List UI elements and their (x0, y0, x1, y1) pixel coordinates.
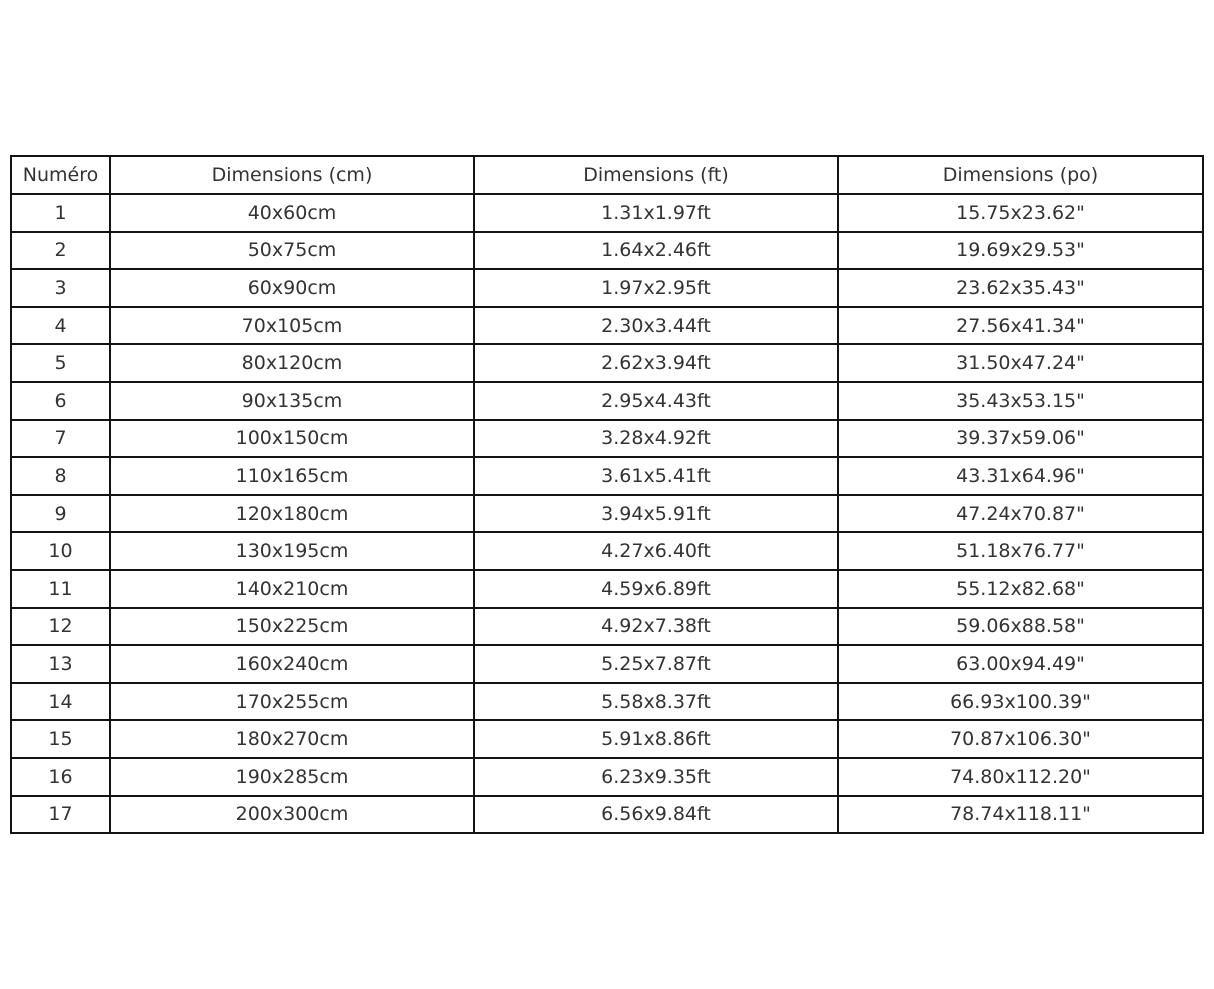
table-row (11, 307, 1203, 345)
table-cell: 11 (11, 570, 110, 608)
table-row (11, 232, 1203, 270)
table-cell: 23.62x35.43" (838, 269, 1203, 307)
table-cell: 140x210cm (110, 570, 474, 608)
table-row (11, 608, 1203, 646)
table-row (11, 457, 1203, 495)
table-cell: 17 (11, 796, 110, 834)
table-cell: 60x90cm (110, 269, 474, 307)
table-cell: 6.56x9.84ft (474, 796, 838, 834)
table-row (11, 796, 1203, 834)
table-cell: 5.91x8.86ft (474, 720, 838, 758)
table-cell: 170x255cm (110, 683, 474, 721)
table-cell: 4 (11, 307, 110, 345)
table-cell: 6 (11, 382, 110, 420)
table-cell: 90x135cm (110, 382, 474, 420)
table-cell: 78.74x118.11" (838, 796, 1203, 834)
table-cell: 4.59x6.89ft (474, 570, 838, 608)
table-row (11, 683, 1203, 721)
table-cell: 180x270cm (110, 720, 474, 758)
table-cell: 50x75cm (110, 232, 474, 270)
table-row (11, 344, 1203, 382)
table-row (11, 570, 1203, 608)
table-cell: 47.24x70.87" (838, 495, 1203, 533)
column-header-dimensions-po: Dimensions (po) (838, 156, 1203, 194)
table-cell: 12 (11, 608, 110, 646)
table-cell: 5.25x7.87ft (474, 645, 838, 683)
table-cell: 31.50x47.24" (838, 344, 1203, 382)
table-cell: 35.43x53.15" (838, 382, 1203, 420)
table-row (11, 758, 1203, 796)
table-cell: 120x180cm (110, 495, 474, 533)
table-cell: 1.97x2.95ft (474, 269, 838, 307)
table-cell: 10 (11, 532, 110, 570)
table-cell: 3 (11, 269, 110, 307)
table-row (11, 269, 1203, 307)
table-cell: 6.23x9.35ft (474, 758, 838, 796)
table-cell: 16 (11, 758, 110, 796)
table-cell: 55.12x82.68" (838, 570, 1203, 608)
table-cell: 63.00x94.49" (838, 645, 1203, 683)
table-row (11, 495, 1203, 533)
table-cell: 1.31x1.97ft (474, 194, 838, 232)
table-cell: 14 (11, 683, 110, 721)
table-cell: 130x195cm (110, 532, 474, 570)
table-cell: 100x150cm (110, 420, 474, 458)
table-cell: 19.69x29.53" (838, 232, 1203, 270)
table-cell: 3.28x4.92ft (474, 420, 838, 458)
table-cell: 5.58x8.37ft (474, 683, 838, 721)
table-cell: 15 (11, 720, 110, 758)
table-cell: 7 (11, 420, 110, 458)
table-cell: 70.87x106.30" (838, 720, 1203, 758)
table-cell: 110x165cm (110, 457, 474, 495)
table-row (11, 420, 1203, 458)
table-row (11, 382, 1203, 420)
table-cell: 39.37x59.06" (838, 420, 1203, 458)
table-cell: 13 (11, 645, 110, 683)
table-cell: 51.18x76.77" (838, 532, 1203, 570)
table-cell: 1 (11, 194, 110, 232)
table-cell: 1.64x2.46ft (474, 232, 838, 270)
table-cell: 2.30x3.44ft (474, 307, 838, 345)
table-cell: 8 (11, 457, 110, 495)
table-cell: 4.27x6.40ft (474, 532, 838, 570)
table-cell: 9 (11, 495, 110, 533)
table-row (11, 532, 1203, 570)
table-cell: 2.62x3.94ft (474, 344, 838, 382)
table-cell: 27.56x41.34" (838, 307, 1203, 345)
table-cell: 74.80x112.20" (838, 758, 1203, 796)
column-header-dimensions-cm: Dimensions (cm) (110, 156, 474, 194)
table-cell: 40x60cm (110, 194, 474, 232)
table-cell: 80x120cm (110, 344, 474, 382)
table-cell: 2.95x4.43ft (474, 382, 838, 420)
table-cell: 66.93x100.39" (838, 683, 1203, 721)
table-cell: 200x300cm (110, 796, 474, 834)
table-cell: 43.31x64.96" (838, 457, 1203, 495)
table-cell: 5 (11, 344, 110, 382)
table-cell: 4.92x7.38ft (474, 608, 838, 646)
table-cell: 70x105cm (110, 307, 474, 345)
table-cell: 190x285cm (110, 758, 474, 796)
table-body (11, 194, 1203, 833)
table-cell: 150x225cm (110, 608, 474, 646)
dimensions-conversion-table (10, 155, 1204, 834)
table-cell: 2 (11, 232, 110, 270)
table-cell: 3.61x5.41ft (474, 457, 838, 495)
header-row (11, 156, 1203, 194)
table-cell: 15.75x23.62" (838, 194, 1203, 232)
table-row (11, 645, 1203, 683)
table-row (11, 194, 1203, 232)
column-header-numero: Numéro (11, 156, 110, 194)
table-cell: 160x240cm (110, 645, 474, 683)
table-cell: 59.06x88.58" (838, 608, 1203, 646)
column-header-dimensions-ft: Dimensions (ft) (474, 156, 838, 194)
table-row (11, 720, 1203, 758)
table-cell: 3.94x5.91ft (474, 495, 838, 533)
